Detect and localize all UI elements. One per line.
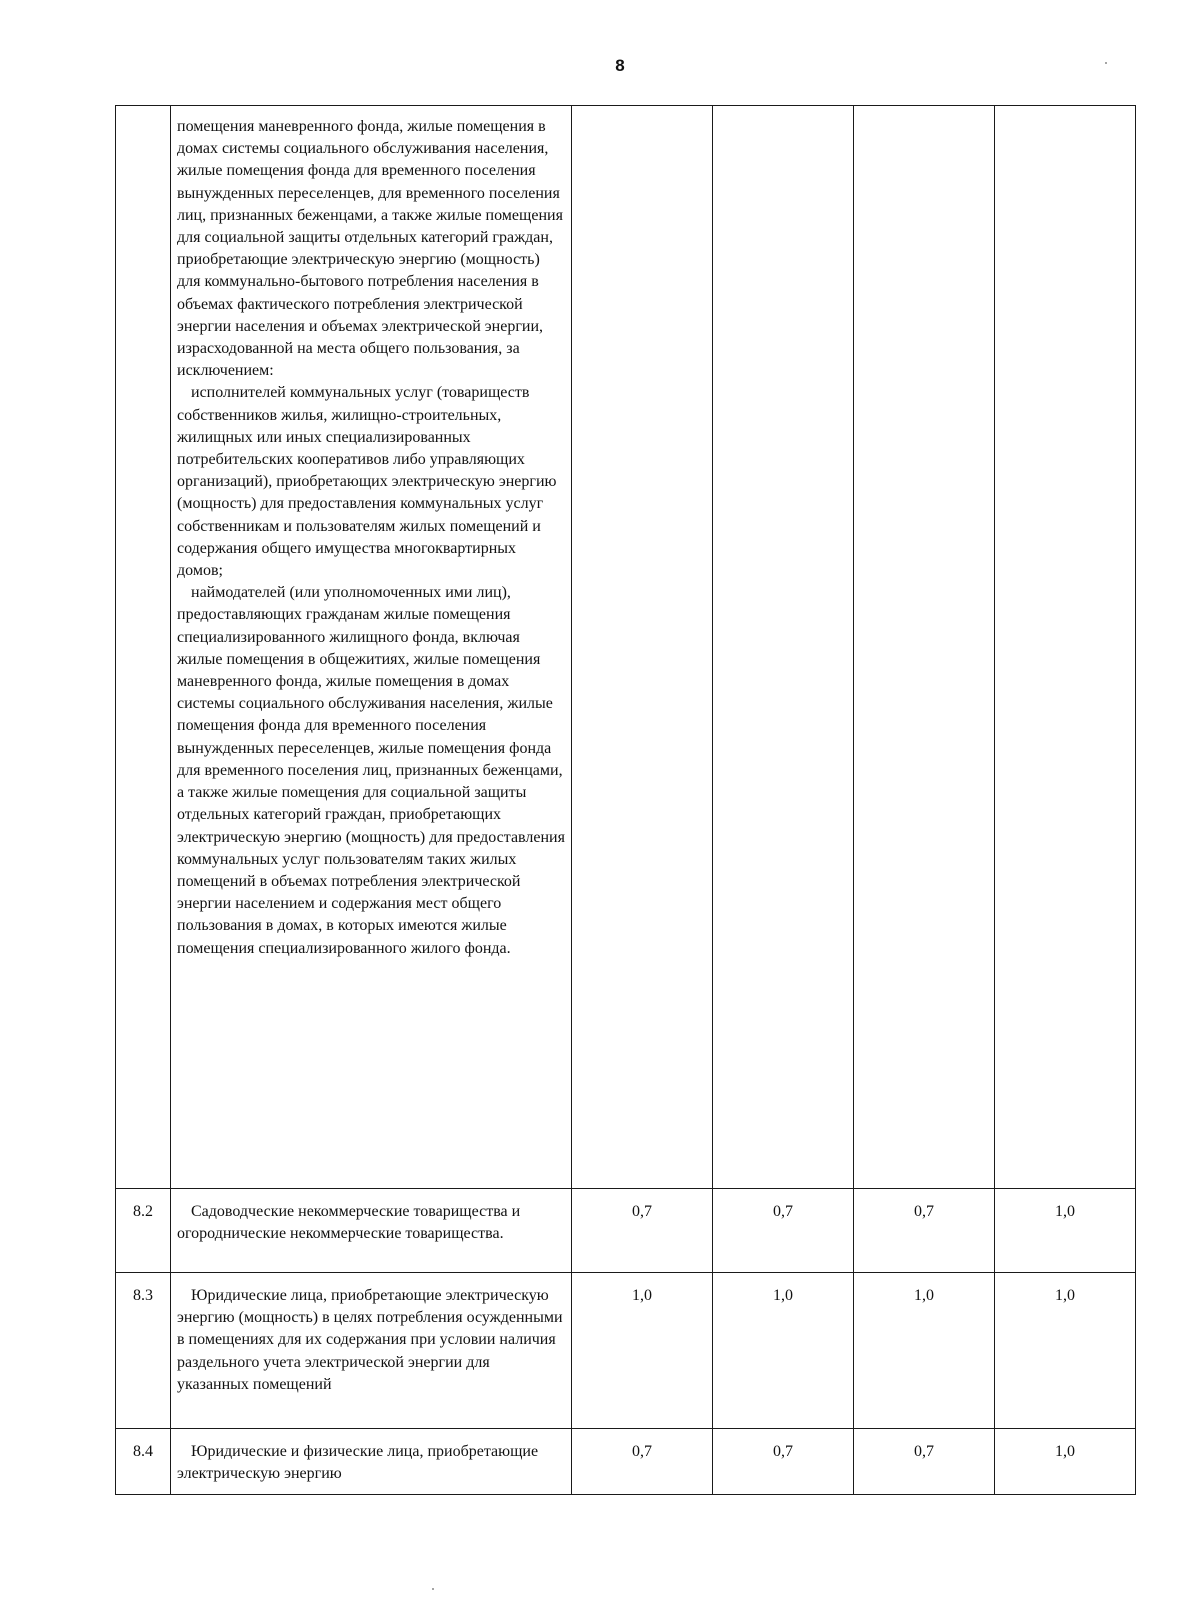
description-text: Юридические лица, приобретающие электрическую энергию (мощность) в целях потребления осужденными в помещениях для их содержания при условии наличия раздельного учета электрической энергии для указанных помещений	[177, 1287, 563, 1393]
value-cell: 1,0	[995, 1273, 1136, 1429]
table-row-8-4	[116, 1429, 1136, 1495]
description-paragraph: исполнителей коммунальных услуг (товариществ собственников жилья, жилищно-строительных, жилищных или иных специализированных потребительских кооперативов либо управляющих организаций), приобретающих электрическую энергию (мощность) для предоставления коммунальных услуг собственникам и пользователям жилых помещений и содержания общего имущества многоквартирных домов;	[177, 384, 557, 580]
value-cell	[572, 106, 713, 1189]
value-cell	[713, 106, 854, 1189]
description-paragraph: наймодателей (или уполномоченных ими лиц), предоставляющих гражданам жилые помещения специализированного жилищного фонда, включая жилые помещения в общежитиях, жилые помещения маневренного фонда, жилые помещения в домах системы социального обслуживания населения, жилые помещения фонда для временного поселения вынужденных переселенцев, жилые помещения фонда для временного поселения лиц, признанных беженцами, а также жилые помещения для социальной защиты отдельных категорий граждан, приобретающих электрическую энергию (мощность) для предоставления коммунальных услуг пользователям таких жилых помещений в объемах потребления электрической энергии населением и содержания мест общего пользования в домах, в которых имеются жилые помещения специализированного жилого фонда.	[177, 584, 565, 957]
value-cell: 0,7	[572, 1189, 713, 1273]
description-text: Юридические и физические лица, приобретающие электрическую энергию	[177, 1443, 539, 1483]
value-cell: 0,7	[713, 1189, 854, 1273]
scan-speck	[432, 1588, 434, 1590]
value-cell: 0,7	[713, 1429, 854, 1495]
row-description-cell	[171, 1189, 572, 1273]
value-cell: 0,7	[854, 1429, 995, 1495]
table-row-8-3	[116, 1273, 1136, 1429]
row-number-cell: 8.3	[116, 1273, 171, 1429]
scan-speck	[1105, 62, 1107, 64]
value-cell: 1,0	[713, 1273, 854, 1429]
row-number-cell	[116, 106, 171, 1189]
description-text: Садоводческие некоммерческие товарищества и огороднические некоммерческие товарищества.	[177, 1203, 521, 1243]
value-cell: 1,0	[854, 1273, 995, 1429]
value-cell: 0,7	[854, 1189, 995, 1273]
page-number: 8	[615, 56, 625, 75]
table-row-8-2	[116, 1189, 1136, 1273]
value-cell: 1,0	[572, 1273, 713, 1429]
row-description-cell	[171, 1429, 572, 1495]
value-cell: 1,0	[995, 1429, 1136, 1495]
description-paragraph: помещения маневренного фонда, жилые помещения в домах системы социального обслуживания населения, жилые помещения фонда для временного поселения вынужденных переселенцев, для временного поселения лиц, признанных беженцами, а также жилые помещения для социальной защиты отдельных категорий граждан, приобретающие электрическую энергию (мощность) для коммунально-бытового потребления населения в объемах фактического потребления электрической энергии населения и объемах электрической энергии, израсходованной на места общего пользования, за исключением:	[177, 118, 563, 380]
row-number-cell: 8.2	[116, 1189, 171, 1273]
value-cell	[995, 106, 1136, 1189]
row-description-cell	[171, 1273, 572, 1429]
value-cell	[854, 106, 995, 1189]
table-row-continuation	[116, 106, 1136, 1189]
value-cell: 0,7	[572, 1429, 713, 1495]
tariff-coefficients-table	[115, 105, 1136, 1495]
row-description-cell	[171, 106, 572, 1189]
value-cell: 1,0	[995, 1189, 1136, 1273]
row-number-cell: 8.4	[116, 1429, 171, 1495]
